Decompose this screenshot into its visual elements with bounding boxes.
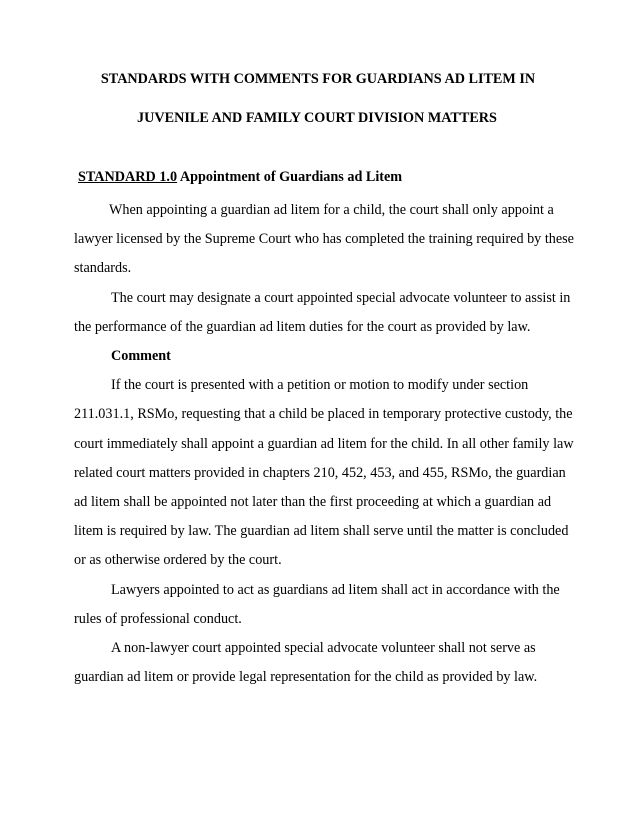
comment-paragraph: If the court is presented with a petition or motion to modify under section 211.031.1, RSMo, requesting that a child be placed in temporary protective custody, the court immediately shall appoint a guardian ad litem for the child. In all other family law related court matters provided in chapters 210, 452, 453, and 455, RSMo, the guardian ad litem shall be appointed not later than the first proceeding at which a guardian ad litem is required by law. The guardian ad litem shall serve until the matter is concluded or as otherwise ordered by the court. bbox=[74, 377, 574, 569]
comment-paragraph: Lawyers appointed to act as guardians ad litem shall act in accordance with the rules of professional conduct. bbox=[74, 581, 560, 627]
document-body bbox=[74, 196, 574, 692]
document-title-line-1: STANDARDS WITH COMMENTS FOR GUARDIANS AD LITEM IN bbox=[100, 71, 536, 87]
standard-title: Appointment of Guardians ad Litem bbox=[177, 169, 403, 185]
paragraph: When appointing a guardian ad litem for a child, the court shall only appoint a lawyer licensed by the Supreme Court who has completed the training required by these standards. bbox=[74, 202, 574, 277]
paragraph: The court may designate a court appointed special advocate volunteer to assist in the performance of the guardian ad litem duties for the court as provided by law. bbox=[74, 289, 571, 335]
document-title-line-2: JUVENILE AND FAMILY COURT DIVISION MATTERS bbox=[137, 110, 497, 126]
comment-heading: Comment bbox=[111, 348, 171, 365]
standard-heading bbox=[78, 169, 402, 186]
standard-number: STANDARD 1.0 bbox=[78, 169, 178, 185]
comment-paragraph: A non-lawyer court appointed special advocate volunteer shall not serve as guardian ad litem or provide legal representation for the child as provided by law. bbox=[74, 640, 538, 686]
